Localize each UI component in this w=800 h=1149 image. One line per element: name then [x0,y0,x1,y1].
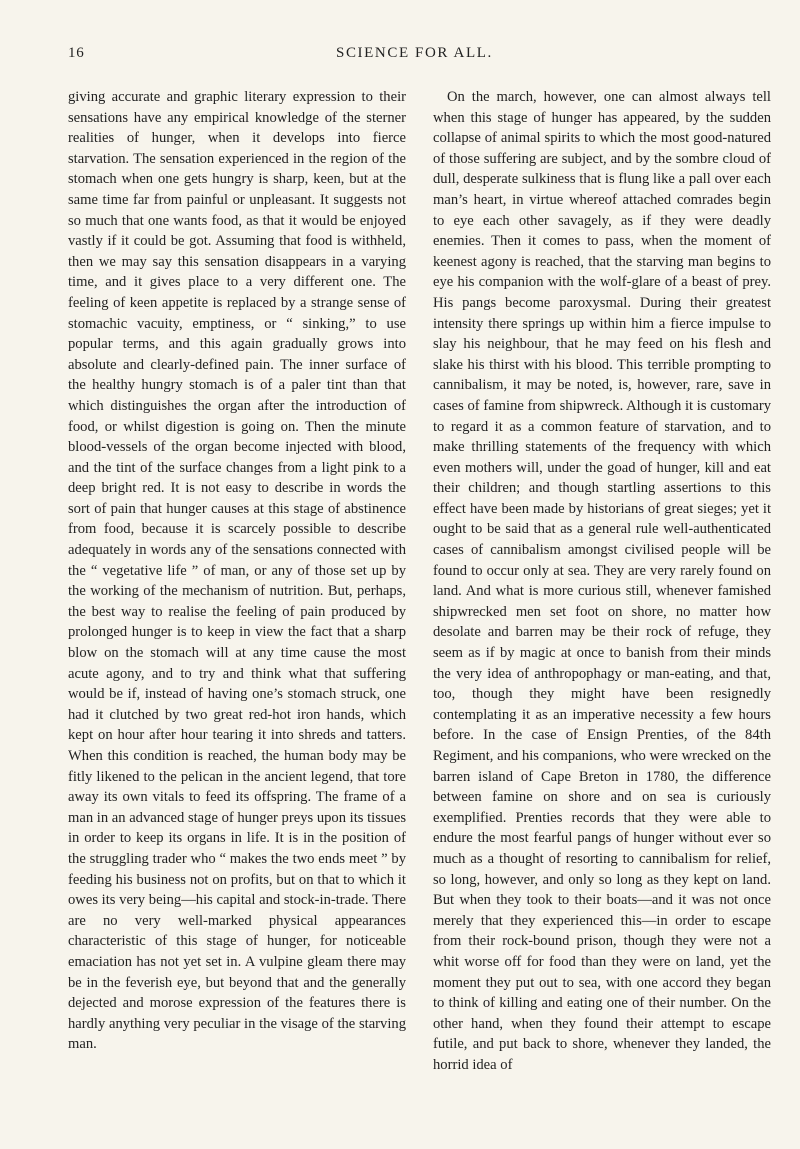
page-number: 16 [68,45,85,61]
running-title: SCIENCE FOR ALL. [336,45,493,61]
running-head [68,45,760,69]
text-columns [68,87,770,1117]
left-column [68,87,406,1055]
left-column-text: giving accurate and graphic literary expression to their sensations have any empirical knowledge of the sterner realities of hunger, when it develops into fierce starvation. The sensation experienced in the region of the stomach when one gets hungry is sharp, keen, but at the same time far from painful or unpleasant. It suggests not so much that one wants food, as that it would be enjoyed vastly if it could be got. Assuming that food is withheld, then we may say this sensation disappears in a varying time, and it gives place to a very different one. The feeling of keen appetite is replaced by a strange sense of stomachic vacuity, emptiness, or “ sinking,” to use popular terms, and this again gradually grows into absolute and clearly-defined pain. The inner surface of the healthy hungry stomach is of a paler tint than that which distinguishes the organ after the introduction of food, or whilst digestion is going on. Then the minute blood-vessels of the organ become injected with blood, and the tint of the surface changes from a light pink to a deep bright red. It is not easy to describe in words the sort of pain that hunger causes at this stage of abstinence from food, because it is scarcely possible to describe adequately in words any of the sensations connected with the “ vegetative life ” of man, or any of those set up by the working of the mechanism of nutrition. But, perhaps, the best way to realise the feeling of pain produced by prolonged hunger is to keep in view the fact that a sharp blow on the stomach will at any time cause the most acute agony, and to try and think what that suffering would be if, instead of having one’s stomach struck, one had it clutched by two great red-hot iron hands, which kept on hour after hour tearing it into shreds and tatters. When this condition is reached, the human body may be fitly likened to the pelican in the ancient legend, that tore away its own vitals to feed its offspring. The frame of a man in an advanced stage of hunger preys upon its tissues in order to keep its organs in life. It is in the position of the struggling trader who “ makes the two ends meet ” by feeding his business not on profits, but on that to which it owes its very being—his capital and stock-in-trade. There are no very well-marked physical appearances characteristic of this stage of hunger, for noticeable emaciation has not yet set in. A vulpine gleam there may be in the feverish eye, but beyond that and the generally dejected and morose expression of the features there is hardly anything very peculiar in the visage of the starving man. [68,89,407,1053]
right-column-text: On the march, however, one can almost always tell when this stage of hunger has appeared, by the sudden collapse of animal spirits to which the most good-natured of those suffering are subject, and by the sombre cloud of dull, desperate sulkiness that is flung like a pall over each man’s heart, in virtue whereof attached comrades begin to eye each other savagely, as if they were deadly enemies. Then it comes to pass, when the moment of keenest agony is reached, that the starving man begins to eye his companion with the wolf-glare of a beast of prey. His pangs become paroxysmal. During their greatest intensity there springs up within him a fierce impulse to slay his neighbour, that he may feed on his flesh and slake his thirst with his blood. This terrible prompting to cannibalism, it may be noted, is, however, rare, save in cases of famine from shipwreck. Although it is customary to regard it as a common feature of starvation, and to make thrilling statements of the frequency with which even mothers will, under the goad of hunger, kill and eat their children; and though startling assertions to this effect have been made by historians of great sieges; yet it ought to be said that as a general rule well-authenticated cases of cannibalism amongst civilised people will be found to occur only at sea. They are very rarely found on land. And what is more curious still, whenever famished shipwrecked men set foot on shore, no matter how desolate and barren may be their rock of refuge, they seem as if by magic at once to banish from their minds the very idea of anthropophagy or man-eating, and that, too, though they might have been resignedly contemplating it as an imperative necessity a few hours before. In the case of Ensign Prenties, of the 84th Regiment, and his companions, who were wrecked on the barren island of Cape Breton in 1780, the difference between famine on shore and on sea is curiously exemplified. Prenties records that they were able to endure the most fearful pangs of hunger without ever so much as a thought of resorting to cannibalism for relief, so long, however, and only so long as they kept on land. But when they took to their boats—and it was not once merely that they experienced this—in order to escape from their rock-bound prison, though they were not a whit worse off for food than they were on land, yet the moment they put out to sea, with one accord they began to think of killing and eating one of their number. On the other hand, when they found their attempt to escape futile, and put back to shore, whenever they landed, the horrid idea of [433,89,771,1073]
right-column [433,87,771,1076]
